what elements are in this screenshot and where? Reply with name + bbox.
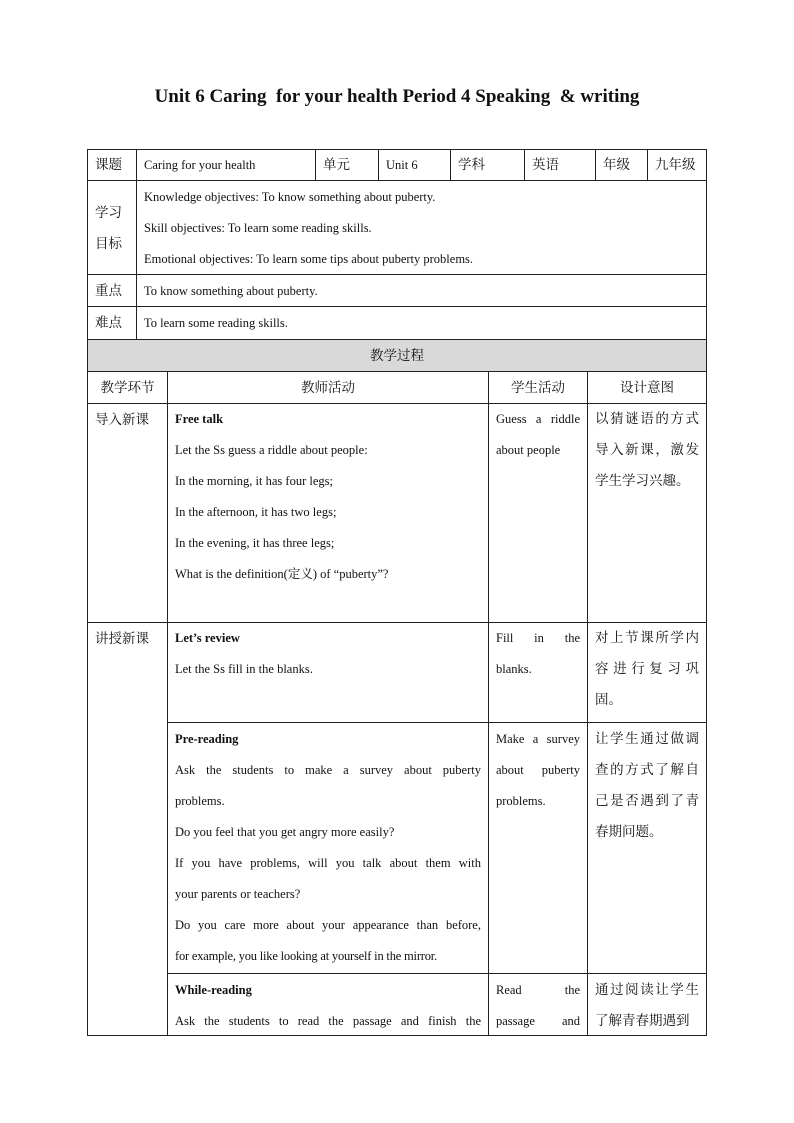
topic-label: 课题 bbox=[87, 149, 137, 181]
freetalk-line: What is the definition(定义) of “puberty”? bbox=[175, 567, 389, 581]
freetalk-student bbox=[488, 403, 588, 623]
whilereading-student-line: Read the bbox=[496, 983, 580, 997]
whilereading-teacher bbox=[167, 973, 489, 1036]
prereading-line: Do you care more about your appearance than before, bbox=[175, 918, 481, 932]
col-stage: 教学环节 bbox=[87, 371, 168, 404]
prereading-teacher bbox=[167, 722, 489, 974]
freetalk-line: Let the Ss guess a riddle about people: bbox=[175, 443, 368, 457]
review-purpose: 对上节课所学内容进行复习巩固。 bbox=[587, 622, 707, 723]
freetalk-line: In the evening, it has three legs; bbox=[175, 536, 335, 550]
key-point-value: To know something about puberty. bbox=[136, 274, 707, 307]
whilereading-student-line: passage and bbox=[496, 1014, 580, 1028]
freetalk-heading: Free talk bbox=[175, 412, 224, 426]
process-header: 教学过程 bbox=[87, 339, 707, 372]
freetalk-line: In the afternoon, it has two legs; bbox=[175, 505, 337, 519]
objectives-content bbox=[136, 180, 707, 275]
freetalk-line: In the morning, it has four legs; bbox=[175, 474, 333, 488]
prereading-line: problems. bbox=[175, 794, 225, 808]
whilereading-heading: While-reading bbox=[175, 983, 252, 997]
prereading-student-line: about puberty bbox=[496, 763, 580, 777]
prereading-student-line: Make a survey bbox=[496, 732, 580, 746]
col-student: 学生活动 bbox=[488, 371, 588, 404]
objective-knowledge: Knowledge objectives: To know something about puberty. bbox=[144, 190, 436, 204]
review-student-line: Fill in the bbox=[496, 631, 580, 645]
unit-value: Unit 6 bbox=[378, 149, 451, 181]
unit-label: 单元 bbox=[315, 149, 379, 181]
prereading-line: your parents or teachers? bbox=[175, 887, 301, 901]
freetalk-student-line: about people bbox=[496, 443, 561, 457]
whilereading-purpose: 通过阅读让学生了解青春期遇到 bbox=[587, 973, 707, 1036]
prereading-line: Do you feel that you get angry more easily? bbox=[175, 825, 395, 839]
stage-intro: 导入新课 bbox=[87, 403, 168, 623]
review-line: Let the Ss fill in the blanks. bbox=[175, 662, 313, 676]
page-title: Unit 6 Caring for your health Period 4 Speaking & writing bbox=[154, 86, 640, 107]
key-point-label: 重点 bbox=[87, 274, 137, 307]
prereading-student bbox=[488, 722, 588, 974]
freetalk-student-line: Guess a riddle bbox=[496, 412, 580, 426]
prereading-heading: Pre-reading bbox=[175, 732, 239, 746]
subject-label: 学科 bbox=[450, 149, 525, 181]
objectives-label-line2: 目标 bbox=[95, 236, 122, 252]
review-student-line: blanks. bbox=[496, 662, 532, 676]
grade-label: 年级 bbox=[595, 149, 648, 181]
prereading-purpose: 让学生通过做调查的方式了解自己是否遇到了青春期问题。 bbox=[587, 722, 707, 974]
freetalk-purpose: 以猜谜语的方式导入新课，激发学生学习兴趣。 bbox=[587, 403, 707, 623]
grade-value: 九年级 bbox=[647, 149, 707, 181]
review-student bbox=[488, 622, 588, 723]
objective-emotional: Emotional objectives: To learn some tips about puberty problems. bbox=[144, 252, 474, 266]
difficult-point-value: To learn some reading skills. bbox=[136, 306, 707, 340]
whilereading-line: Ask the students to read the passage and finish the bbox=[175, 1014, 481, 1028]
review-teacher bbox=[167, 622, 489, 723]
objectives-label bbox=[87, 180, 137, 275]
subject-value: 英语 bbox=[524, 149, 596, 181]
stage-new-lesson: 讲授新课 bbox=[87, 622, 168, 1036]
prereading-line: for example, you like looking at yourself in the mirror. bbox=[175, 949, 437, 963]
prereading-line: Ask the students to make a survey about puberty bbox=[175, 763, 481, 777]
col-purpose: 设计意图 bbox=[587, 371, 707, 404]
prereading-line: If you have problems, will you talk about them with bbox=[175, 856, 481, 870]
objective-skill: Skill objectives: To learn some reading skills. bbox=[144, 221, 372, 235]
review-heading: Let’s review bbox=[175, 631, 240, 645]
difficult-point-label: 难点 bbox=[87, 306, 137, 340]
freetalk-teacher bbox=[167, 403, 489, 623]
objectives-label-line1: 学习 bbox=[95, 205, 122, 221]
prereading-student-line: problems. bbox=[496, 794, 546, 808]
whilereading-student bbox=[488, 973, 588, 1036]
col-teacher: 教师活动 bbox=[167, 371, 489, 404]
topic-value: Caring for your health bbox=[136, 149, 316, 181]
